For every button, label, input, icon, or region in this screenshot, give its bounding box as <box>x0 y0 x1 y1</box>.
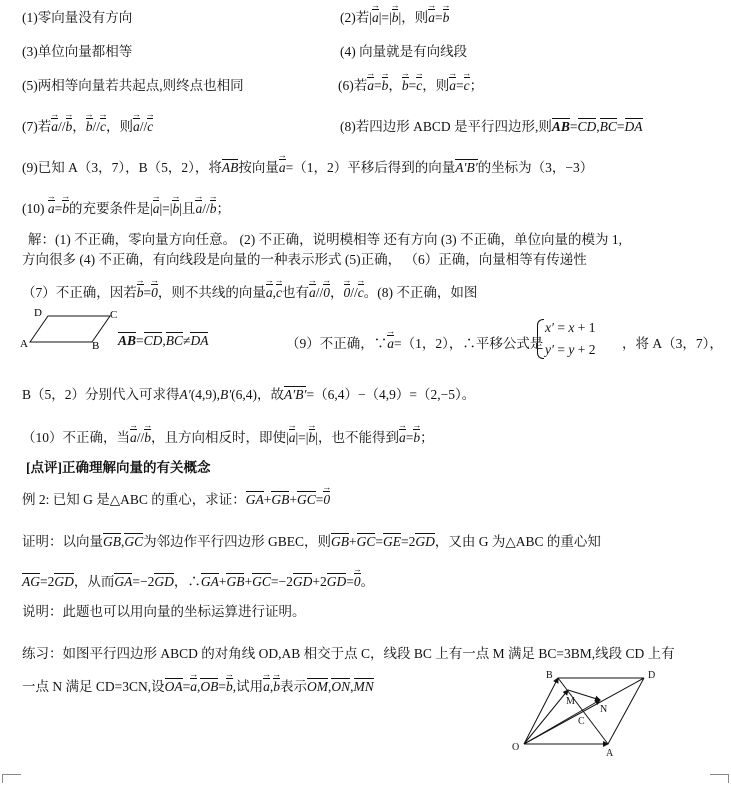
item-3-text: (3)单位向量都相等 <box>22 44 133 59</box>
solution-line-4-end <box>622 332 723 352</box>
item-6: (6)若a →=b →，b →=c →，则a →=c →； <box>338 74 483 94</box>
figure1-label-c: C <box>110 309 118 321</box>
example-2-proof-line-2: AG=2GD，从而GA=−2GD，∴GA+GB+GC=−2GD+2GD=0 →。 <box>22 570 374 590</box>
comment <box>26 456 211 476</box>
item-4-text: (4) 向量就是有向线段 <box>340 44 468 59</box>
item-8: (8)若四边形 ABCD 是平行四边形,则AB=CD,BC=DA <box>340 119 643 134</box>
exercise-line-2: 一点 N 满足 CD=3CN,设OA=a →,OB=b →,试用a →,b →表示OM,ON,MN <box>22 675 374 695</box>
item-9: (9)已知 A（3，7），B（5，2），将AB按向量a →=（1，2）平移后得到的向量A′B′的坐标为（3，−3） <box>22 156 593 176</box>
exercise-line-1 <box>22 642 675 662</box>
solution-line-2 <box>22 248 587 268</box>
solution-line-6-end: ，也不能得到 <box>317 430 399 445</box>
page-corner-left <box>2 774 21 783</box>
solution-line-3-mid2: 也有 <box>282 285 309 300</box>
solution-line-1-text: 解：(1) 不正确，零向量方向任意。 (2) 不正确，说明模相等 还有方向 (3) 不正确，单位向量的模为 1, <box>28 232 622 247</box>
proof-line-2-mid: ，从而 <box>73 574 115 589</box>
solution-line-4-end-text: ，将 A（3，7）， <box>622 336 723 351</box>
parallelogram-figure <box>20 306 120 352</box>
proof-prefix: 证明：以向量 <box>22 534 103 549</box>
figure1-label-d: D <box>34 307 42 319</box>
solution-line-4: （9）不正确，∵a →=（1，2），∴平移公式是 <box>286 332 543 352</box>
proof-end: ，又由 G 为△ABC 的重心知 <box>434 534 601 549</box>
solution-line-6-mid: ，且方向相反时，即使 <box>151 430 287 445</box>
item-5 <box>22 74 244 94</box>
item-10: (10) a →=b →的充要条件是|a →|=|b →|且a →//b →； <box>22 197 230 217</box>
item-9-end: 的坐标为（3，−3） <box>477 160 594 175</box>
translation-formula: x′ = x + 1 y′ = y + 2 <box>537 317 595 361</box>
item-4 <box>340 40 467 60</box>
solution-line-6-prefix: （10）不正确，当 <box>22 430 130 445</box>
solution-line-6: （10）不正确，当a →//b →，且方向相反时，即使|a →|=|b →|，也不能得到a →=b →； <box>22 426 434 446</box>
item-9-prefix: (9)已知 A（3，7），B（5，2），将 <box>22 160 222 175</box>
solution-line-3-end: 。(8) 不正确，如图 <box>363 285 478 300</box>
solution-line-5-prefix: B（5，2）分别代入可求得 <box>22 387 180 402</box>
item-9-mid2: =（1，2）平移后得到的向量 <box>285 160 456 175</box>
item-2: (2)若|a →|=|b →|，则a →=b → <box>340 6 449 26</box>
page-corner-right <box>710 774 729 783</box>
figure2-label-c: C <box>578 716 585 727</box>
solution-line-2-text: 方向很多 (4) 不正确，有向线段是向量的一种表示形式 (5)正确， （6）正确，向量相等有传递性 <box>22 252 587 267</box>
item-1 <box>22 6 132 26</box>
solution-line-3-prefix: （7）不正确，因若 <box>22 285 137 300</box>
example-2-proof-line-1: 证明：以向量GB,GC为邻边作平行四边形 GBEC，则GB+GC=GE=2GD，又由 G 为△ABC 的重心知 <box>22 534 601 549</box>
item-5-text: (5)两相等向量若共起点,则终点也相同 <box>22 78 244 93</box>
figure1-label-a: A <box>20 338 28 350</box>
solution-line-1 <box>28 228 622 248</box>
comment-text: [点评]正确理解向量的有关概念 <box>26 460 211 475</box>
item-2-prefix: (2)若 <box>340 10 370 25</box>
figure2-label-o: O <box>512 742 520 753</box>
exercise-line-2-mid: ,试用 <box>232 679 264 694</box>
figure2-label-b: B <box>546 670 553 681</box>
item-7-prefix: (7)若 <box>22 119 52 134</box>
figure2-label-n: N <box>600 704 608 715</box>
example-2-title-text: 例 2: 已知 G 是△ABC 的重心，求证： <box>22 492 246 507</box>
item-7: (7)若a →//b →，b →//c →，则a →//c → <box>22 115 153 135</box>
item-10-end: 的充要条件是 <box>69 201 150 216</box>
solution-line-3-mid: ，则不共线的向量 <box>157 285 266 300</box>
figure2-label-m: M <box>566 696 575 707</box>
item-3 <box>22 40 132 60</box>
solution-8-expression: AB=CD,BC≠DA <box>118 333 209 348</box>
exercise-line-1-text: 练习：如图平行四边形 ABCD 的对角线 OD,AB 相交于点 C，线段 BC 上有一点 M 满足 BC=3BM,线段 CD 上有 <box>22 646 675 661</box>
item-1-text: (1)零向量没有方向 <box>22 10 133 25</box>
item-2-mid: ，则 <box>401 10 429 25</box>
example-2-note-text: 说明：此题也可以用向量的坐标运算进行证明。 <box>22 604 306 619</box>
item-8-text: (8)若四边形 ABCD 是平行四边形,则 <box>340 119 552 134</box>
parallelogram-diagonal-figure <box>508 666 668 762</box>
item-10-prefix: (10) <box>22 201 45 216</box>
item-9-mid: 按向量 <box>238 160 279 175</box>
item-6-prefix: (6)若 <box>338 78 368 93</box>
example-2-title: 例 2: 已知 G 是△ABC 的重心，求证：GA+GB+GC=0 → <box>22 488 330 508</box>
figure1-label-b: B <box>92 340 100 352</box>
solution-line-4-mid: =（1，2），∴平移公式是 <box>394 336 544 351</box>
solution-line-3: （7）不正确，因若b →=0 →，则不共线的向量a →,c →也有a →//0 →，0 →//c →。(8) 不正确，如图 <box>22 281 477 301</box>
solution-line-4-prefix: （9）不正确，∵ <box>286 336 388 351</box>
solution-line-5-end: =（6,4）−（4,9）=（2,−5）。 <box>306 387 476 402</box>
figure2-label-d: D <box>648 670 656 681</box>
proof-mid: 为邻边作平行四边形 GBEC，则 <box>143 534 332 549</box>
example-2-note <box>22 600 306 620</box>
exercise-line-2-prefix: 一点 N 满足 CD=3CN,设 <box>22 679 165 694</box>
figure2-label-a: A <box>606 748 614 759</box>
exercise-line-2-end: 表示 <box>280 679 307 694</box>
solution-line-5: B（5，2）分别代入可求得A′(4,9),B′(6,4)，故A′B′=（6,4）−（4,9）=（2,−5）。 <box>22 387 476 402</box>
